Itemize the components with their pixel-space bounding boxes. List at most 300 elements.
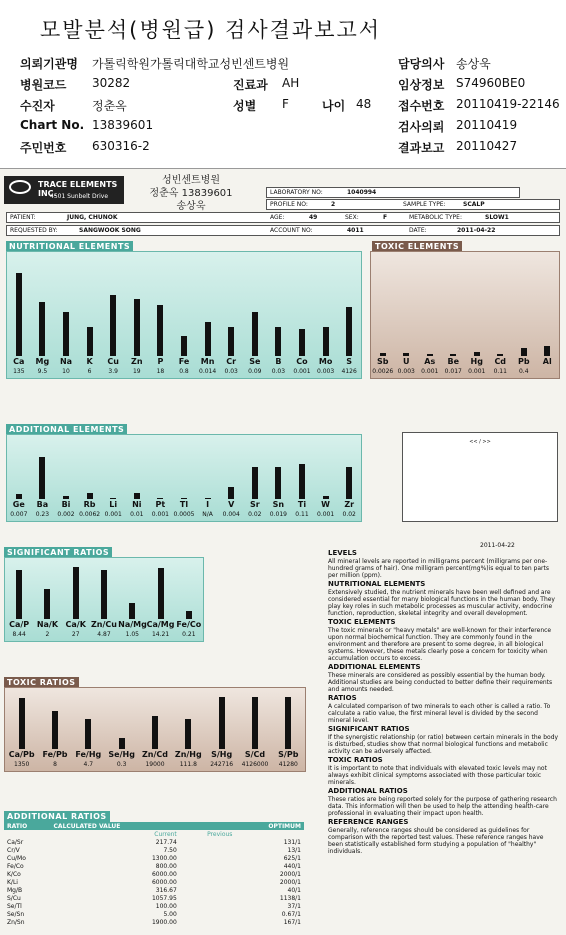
chart-category-label: Li [109, 500, 118, 509]
chart-bar [450, 354, 456, 356]
table-cell: 800.00 [155, 862, 177, 870]
table-cell: Cu/Mo [7, 854, 26, 862]
chart-category-label: Ca/Mg [146, 620, 175, 629]
table-cell: 217.74 [155, 838, 177, 846]
chart-category-label: Rb [83, 500, 96, 509]
note-text: The toxic minerals or "heavy metals" are well-known for their interference upon normal biochemical function. They are commonly found in the environment and therefore are present to some degree, in all biological systems. However, these metals clearly pose a concern for toxicity when accumulation occurs to excess. [328, 627, 552, 662]
chart-value-label: 0.4 [518, 368, 529, 375]
lab-address: 4501 Sunbelt Drive [50, 193, 109, 200]
stamp-hospital: 성빈센트병원 [162, 175, 220, 186]
chart-value-label: 0.0062 [79, 511, 101, 518]
chart-bar [299, 464, 305, 499]
table-row [4, 902, 304, 910]
doctor-value: 송상욱 [456, 57, 491, 71]
code-label: 병원코드 [20, 78, 67, 92]
chart-bar [16, 570, 22, 620]
table-cell: 37/1 [287, 902, 301, 910]
chart-value-label: 18 [156, 368, 165, 375]
hospital-stamp [128, 174, 254, 214]
chart-category-label: Mo [318, 357, 333, 366]
chart-bar [134, 493, 140, 499]
chart-category-label: Na [59, 357, 73, 366]
chart-bar [252, 467, 258, 499]
chart-bar [63, 496, 69, 499]
chart-value-label: 0.11 [295, 511, 309, 518]
chart-category-label: Cd [494, 357, 507, 366]
note-text: If the synergistic relationship (or ratio) between certain minerals in the body is disturbed, studies show that normal biological functions and metabolic activity can be adversely affected. [328, 734, 559, 755]
chart-category-label: Ge [12, 500, 25, 509]
chart-value-label: 10 [62, 368, 70, 375]
chart-value-label: 0.8 [179, 368, 189, 375]
table-cell: 131/1 [283, 838, 301, 846]
lab-no: 1040994 [347, 189, 377, 196]
col-previous: Previous [207, 830, 233, 838]
chart-value-label: 0.23 [35, 511, 50, 518]
nutritional-chart [6, 251, 362, 379]
chart-category-label: Zn/Cd [141, 750, 168, 759]
chart-value-label: 0.017 [444, 368, 462, 375]
table-cell: 100.00 [155, 902, 177, 910]
toxic-ratios-title: TOXIC RATIOS [4, 677, 79, 688]
clinical-label: 임상정보 [398, 78, 445, 92]
table-header-row [4, 822, 304, 830]
legend-box [402, 432, 558, 522]
chart-bar [152, 716, 158, 749]
table-cell [180, 902, 236, 910]
additional-ratios-table [4, 822, 304, 926]
chart-bar [497, 354, 503, 356]
chart-category-label: Ca/P [9, 620, 30, 629]
chart-value-label: 242716 [210, 761, 234, 768]
receipt-value: 20110419-22146 [456, 97, 560, 111]
report-label: 결과보고 [398, 141, 445, 155]
chart-bar [44, 589, 50, 619]
patient-value: 정춘옥 [92, 99, 127, 113]
chart-bar [185, 719, 191, 749]
chart-value-label: 0.003 [317, 368, 335, 375]
id-value: 630316-2 [92, 139, 150, 153]
chart-category-label: Ti [297, 500, 307, 509]
chart-bar [134, 299, 140, 356]
chart-category-label: Zr [344, 500, 355, 509]
table-cell: 40/1 [287, 886, 301, 894]
chart-category-label: Fe/Pb [42, 750, 68, 759]
chart-value-label: 0.3 [116, 761, 127, 768]
chart-category-label: B [275, 357, 282, 366]
chart-value-label: 0.0005 [173, 511, 195, 518]
chart-value-label: 0.001 [317, 511, 335, 518]
toxic-ratios-chart [4, 687, 306, 772]
chart-bar [252, 697, 258, 749]
table-cell: Cr/V [7, 846, 20, 854]
table-cell: Se/Sn [7, 910, 25, 918]
request-value: 20110419 [456, 118, 518, 132]
chart-category-label: Ni [132, 500, 142, 509]
chart-category-label: Be [447, 357, 460, 366]
chart-category-label: S/Pb [278, 750, 299, 759]
chart-bar [158, 568, 164, 619]
table-cell [180, 910, 236, 918]
chart-value-label: 0.004 [222, 511, 240, 518]
chart-bar [181, 336, 187, 356]
chart-bar [39, 457, 45, 499]
chart-value-label: 0.03 [271, 368, 286, 375]
notes-column [328, 548, 560, 855]
toxic-title: TOXIC ELEMENTS [372, 241, 462, 252]
table-cell: 625/1 [283, 854, 301, 862]
age-value: 48 [356, 97, 372, 111]
table-cell [180, 838, 236, 846]
chart-bar [275, 467, 281, 499]
chart-category-label: Mg [35, 357, 50, 366]
chart-category-label: Bi [61, 500, 71, 509]
table-cell: 0.67/1 [281, 910, 301, 918]
note-heading: TOXIC RATIOS [328, 756, 383, 764]
table-cell: 1057.95 [151, 894, 177, 902]
note-text: A calculated comparison of two minerals to each other is called a ratio. To calculate a ratio value, the first mineral level is divided by the second mineral level. [328, 703, 551, 724]
age-en: 49 [309, 214, 318, 221]
request-label: 검사의뢰 [398, 120, 445, 134]
age-label: 나이 [322, 99, 346, 113]
chart-bar [16, 494, 22, 499]
chart-bar [346, 307, 352, 356]
chart-category-label: Co [296, 357, 308, 366]
chart-value-label: 0.001 [151, 511, 169, 518]
chart-value-label: 0.002 [57, 511, 75, 518]
table-cell: 1900.00 [151, 918, 177, 926]
chart-bar [228, 327, 234, 356]
chart-category-label: Sr [249, 500, 260, 509]
note-heading: ADDITIONAL ELEMENTS [328, 663, 421, 671]
table-cell [180, 846, 236, 854]
table-cell: Se/Tl [7, 902, 22, 910]
report-value: 20110427 [456, 139, 518, 153]
table-row [4, 910, 304, 918]
metabolic: SLOW1 [485, 214, 509, 221]
chart-label: Chart No. [20, 118, 85, 132]
chart-value-label: 27 [71, 631, 80, 638]
chart-value-label: N/A [202, 511, 213, 518]
metabolic-label: METABOLIC TYPE: [409, 214, 462, 221]
sample-label: SAMPLE TYPE: [403, 201, 446, 208]
org-value: 가톨릭학원가톨릭대학교성빈센트병원 [92, 57, 290, 71]
dept-label: 진료과 [233, 78, 268, 92]
chart-bar [380, 353, 386, 356]
chart-category-label: Pt [155, 500, 166, 509]
chart-category-label: Zn/Cu [90, 620, 117, 629]
chart-value-label: 0.02 [248, 511, 262, 518]
table-row [4, 846, 304, 854]
chart-category-label: Ca/Pb [8, 750, 35, 759]
chart-category-label: P [157, 357, 164, 366]
chart-category-label: As [424, 357, 436, 366]
stamp-line2: 송상욱 [176, 201, 206, 212]
table-cell: 2000/1 [279, 870, 301, 878]
chart-category-label: Ca [13, 357, 25, 366]
chart-category-label: Mn [200, 357, 215, 366]
chart-value-label: 0.09 [248, 368, 262, 375]
sig-ratios-title: SIGNIFICANT RATIOS [4, 547, 112, 558]
patient-name-en: JUNG, CHUNOK [67, 214, 118, 221]
chart-category-label: Zn [131, 357, 143, 366]
chart-bar [252, 312, 258, 356]
note-text: These minerals are considered as possibly essential by the human body. Additional studies are being conducted to better define their requirements and amounts needed. [328, 672, 553, 693]
org-label: 의뢰기관명 [20, 57, 78, 71]
chart-category-label: K [86, 357, 93, 366]
chart-bar [63, 312, 69, 356]
chart-bar [285, 697, 291, 749]
chart-category-label: Fe/Co [176, 620, 202, 629]
chart-category-label: Se/Hg [108, 750, 135, 759]
additional-chart [6, 434, 362, 522]
chart-bar [219, 697, 225, 749]
table-cell: K/Li [7, 878, 18, 886]
chart-category-label: Na/K [36, 620, 59, 629]
col-ratio: RATIO [7, 822, 28, 830]
sex-en: F [383, 214, 388, 221]
chart-value-label: 8.44 [12, 631, 26, 638]
chart-bar [52, 711, 58, 750]
chart-category-label: U [403, 357, 410, 366]
table-subheader-row [4, 830, 304, 838]
chart-bar [205, 498, 211, 499]
chart-category-label: Cu [107, 357, 119, 366]
note-heading: LEVELS [328, 549, 357, 557]
table-cell: 5.00 [163, 910, 177, 918]
doctor-label: 담당의사 [398, 57, 445, 71]
note-text: Extensively studied, the nutrient minerals have been well defined and are considered essential for many biological functions in the human body. They play key roles in such metabolic processes as muscular activity, endocrine function, reproduction, skeletal integrity and overall development. [328, 589, 555, 617]
table-row [4, 870, 304, 878]
table-cell: 1138/1 [279, 894, 301, 902]
chart-value-label: 3.9 [108, 368, 118, 375]
date: 2011-04-22 [457, 227, 496, 234]
chart-value-label: 0.03 [224, 368, 238, 375]
chart-bar [403, 353, 409, 356]
requested-row [6, 225, 560, 236]
note-text: Generally, reference ranges should be considered as guidelines for comparison with the reported test values. These reference ranges have been statistically established form studying a population of "healthy" individuals. [328, 827, 544, 855]
table-cell: K/Co [7, 870, 21, 878]
table-cell [180, 918, 236, 926]
chart-bar [87, 327, 93, 356]
chart-value-label: 0.11 [493, 368, 507, 375]
chart-value-label: 0.0026 [372, 368, 394, 375]
date-2: 2011-04-22 [480, 542, 515, 549]
chart-category-label: Zn/Hg [174, 750, 202, 759]
id-label: 주민번호 [20, 141, 67, 155]
chart-value-label: 0.02 [342, 511, 356, 518]
table-cell: Zn/Sn [7, 918, 25, 926]
chart-value-label: 4126000 [241, 761, 269, 768]
chart-category-label: W [321, 500, 330, 509]
clinical-value: S74960BE0 [456, 76, 526, 90]
sex-label: 성별 [233, 99, 257, 113]
chart-value-label: 0.014 [199, 368, 217, 375]
chart-value-label: 4126 [341, 368, 357, 375]
chart-value: 13839601 [92, 118, 154, 132]
note-heading: REFERENCE RANGES [328, 818, 409, 826]
note-heading: ADDITIONAL RATIOS [328, 787, 408, 795]
col-calc: CALCULATED VALUE [53, 822, 121, 830]
chart-value-label: 0.001 [104, 511, 122, 518]
chart-bar [85, 719, 91, 749]
code-value: 30282 [92, 76, 131, 90]
chart-bar [323, 327, 329, 356]
chart-value-label: 19 [132, 368, 141, 375]
chart-bar [157, 305, 163, 356]
table-cell [180, 886, 236, 894]
table-row [4, 854, 304, 862]
chart-value-label: 0.001 [468, 368, 486, 375]
chart-value-label: 0.001 [421, 368, 439, 375]
chart-category-label: S [346, 357, 353, 366]
table-cell: 6000.00 [151, 870, 177, 878]
note-heading: TOXIC ELEMENTS [328, 618, 396, 626]
chart-bar [544, 346, 550, 356]
chart-bar [87, 493, 93, 499]
table-cell: Ca/Sr [7, 838, 24, 846]
lab-logo [4, 176, 124, 204]
lab-name: TRACE ELEMENTS INC. [38, 180, 118, 198]
chart-category-label: Pb [517, 357, 530, 366]
chart-bar [39, 302, 45, 356]
chart-value-label: 9.5 [37, 368, 48, 375]
table-cell: 13/1 [287, 846, 301, 854]
chart-category-label: Sn [272, 500, 285, 509]
receipt-label: 접수번호 [398, 99, 445, 113]
account-label: ACCOUNT NO: [270, 227, 313, 234]
age-label-en: AGE: [270, 214, 285, 221]
table-cell [180, 870, 236, 878]
profile-row [266, 199, 560, 210]
chart-bar [181, 498, 187, 499]
chart-bar [19, 698, 25, 749]
chart-bar [299, 329, 305, 356]
table-cell: 1300.00 [151, 854, 177, 862]
chart-category-label: Fe/Hg [75, 750, 102, 759]
account: 4011 [347, 227, 364, 234]
chart-bar [110, 498, 116, 499]
note-heading: SIGNIFICANT RATIOS [328, 725, 410, 733]
chart-bar [110, 295, 116, 356]
chart-bar [474, 352, 480, 356]
chart-value-label: 19000 [145, 761, 165, 768]
table-row [4, 862, 304, 870]
chart-category-label: Sb [377, 357, 389, 366]
legend-line: << / >> [469, 439, 491, 445]
chart-value-label: 1.05 [125, 631, 139, 638]
chart-value-label: 0.21 [182, 631, 196, 638]
page-title: 모발분석(병원급) 검사결과보고서 [40, 18, 382, 42]
toxic-chart [370, 251, 560, 379]
table-cell: Fe/Co [7, 862, 24, 870]
table-cell: 6000.00 [151, 878, 177, 886]
note-text: It is important to note that individuals with elevated toxic levels may not always exhibit clinical symptoms associated with those particular toxic minerals. [328, 765, 547, 786]
table-row [4, 886, 304, 894]
lab-no-row [266, 187, 520, 198]
table-cell [180, 862, 236, 870]
chart-value-label: 0.001 [293, 368, 311, 375]
note-heading: RATIOS [328, 694, 357, 702]
lab-logo-icon [9, 180, 31, 194]
chart-value-label: 6 [87, 368, 92, 375]
chart-value-label: 1350 [14, 761, 30, 768]
dept-value: AH [282, 76, 300, 90]
chart-category-label: I [206, 500, 210, 509]
table-cell [180, 894, 236, 902]
note-heading: NUTRITIONAL ELEMENTS [328, 580, 426, 588]
nutritional-title: NUTRITIONAL ELEMENTS [6, 241, 133, 252]
chart-category-label: Na/Mg [118, 620, 147, 629]
sample: SCALP [463, 201, 485, 208]
table-cell: 316.67 [155, 886, 177, 894]
col-optimum: OPTIMUM [268, 822, 301, 830]
chart-bar [157, 498, 163, 499]
chart-category-label: S/Cd [244, 750, 266, 759]
chart-value-label: 14.21 [151, 631, 170, 638]
table-row [4, 878, 304, 886]
table-cell: Mg/B [7, 886, 23, 894]
col-current: Current [154, 830, 177, 838]
chart-value-label: 0.019 [269, 511, 287, 518]
chart-bar [205, 322, 211, 356]
requested: SANGWOOK SONG [79, 227, 141, 234]
table-cell: 2000/1 [279, 878, 301, 886]
requested-label: REQUESTED BY: [10, 227, 58, 234]
chart-category-label: Tl [179, 500, 189, 509]
chart-value-label: 111.8 [179, 761, 197, 768]
note-text: These ratios are being reported solely for the purpose of gathering research data. This information will then be used to help the attending health-care professional in evaluating their impact upon health. [328, 796, 557, 817]
chart-category-label: Hg [470, 357, 483, 366]
table-row [4, 918, 304, 926]
chart-value-label: 0.007 [10, 511, 28, 518]
chart-bar [275, 327, 281, 356]
chart-value-label: 4.87 [97, 631, 111, 638]
chart-category-label: S/Hg [211, 750, 233, 759]
chart-value-label: 135 [13, 368, 25, 375]
chart-bar [521, 348, 527, 356]
chart-category-label: Al [542, 357, 552, 366]
chart-bar [119, 738, 125, 749]
chart-category-label: Cr [226, 357, 237, 366]
chart-bar [73, 567, 79, 619]
chart-bar [228, 487, 234, 499]
date-label: DATE: [409, 227, 427, 234]
additional-title: ADDITIONAL ELEMENTS [6, 424, 127, 435]
chart-bar [16, 273, 22, 356]
table-cell: 7.50 [163, 846, 177, 854]
sex-label-en: SEX: [345, 214, 359, 221]
table-cell [180, 878, 236, 886]
chart-value-label: 0.01 [130, 511, 144, 518]
chart-category-label: Ca/K [65, 620, 86, 629]
table-row [4, 894, 304, 902]
significant-ratios-chart [4, 557, 204, 642]
patient-row [6, 212, 560, 223]
chart-value-label: 8 [53, 761, 57, 768]
chart-bar [101, 570, 107, 620]
table-cell: S/Cu [7, 894, 21, 902]
chart-category-label: Ba [36, 500, 49, 509]
chart-value-label: 2 [45, 631, 50, 638]
profile-label: PROFILE NO: [270, 201, 308, 208]
chart-bar [186, 611, 192, 619]
chart-value-label: 0.003 [397, 368, 415, 375]
table-cell: 167/1 [283, 918, 301, 926]
table-cell [180, 854, 236, 862]
sex-value: F [282, 97, 289, 111]
patient-label-en: PATIENT: [10, 214, 36, 221]
lab-no-label: LABORATORY NO: [270, 189, 323, 196]
